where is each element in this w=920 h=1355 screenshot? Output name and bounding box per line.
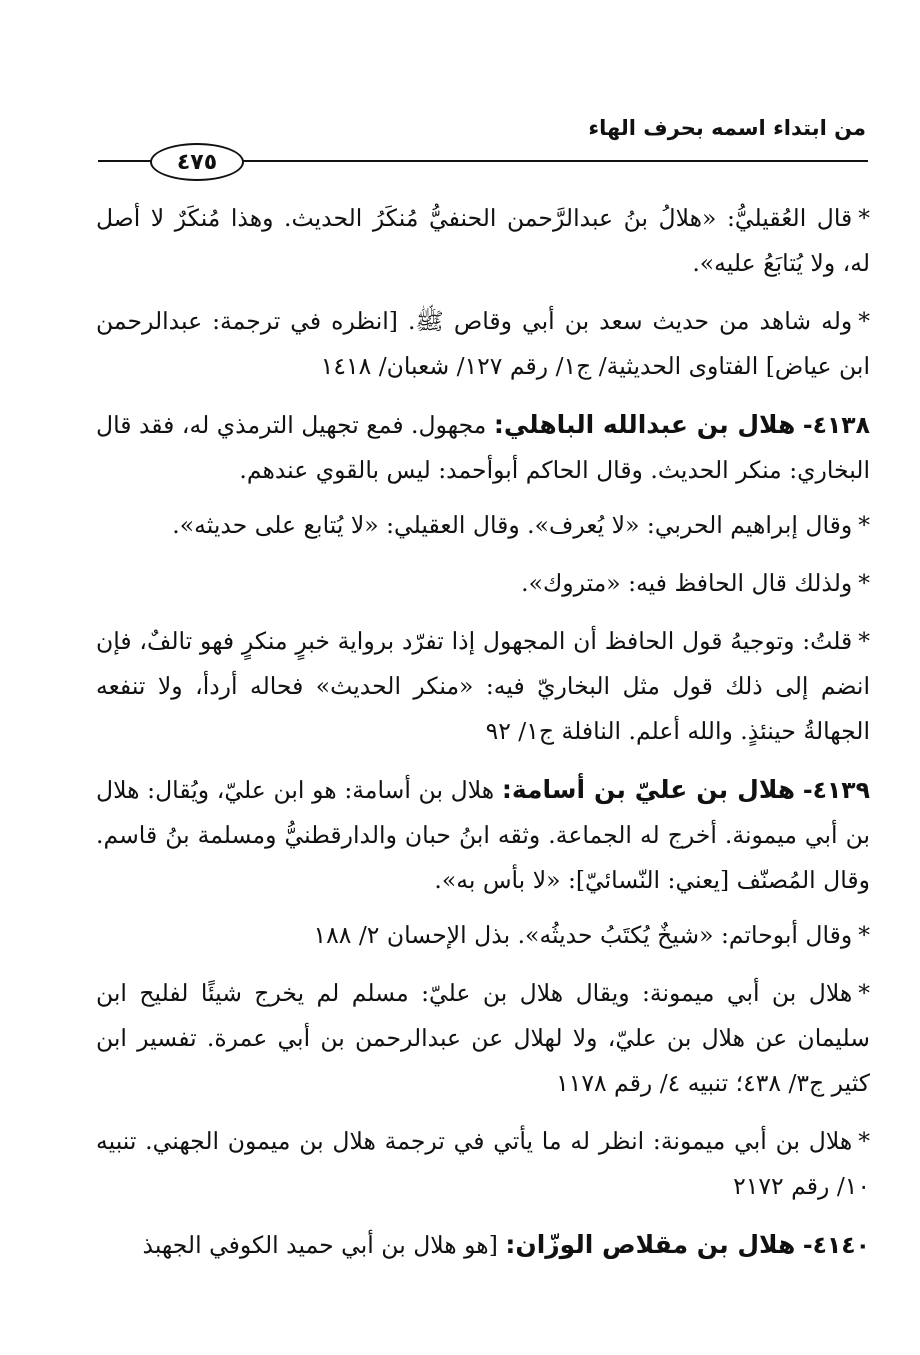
entry-text: [هو هلال بن أبي حميد الكوفي الجهبذ xyxy=(142,1231,498,1259)
paragraph-text: هلال بن أبي ميمونة: ويقال هلال بن عليّ: مسلم لم يخرج شيئًا لفليح ابن سليمان عن هلال بن عليّ، ولا لهلال عن عبدالرحمن بن أبي عمرة. تفسير ابن كثير ج٣/ ٤٣٨؛ تنبيه ٤/ رقم ١١٧٨ xyxy=(96,979,870,1097)
entry-text: مجهول. فمع تجهيل الترمذي له، فقد قال البخاري: منكر الحديث. وقال الحاكم أبوأحمد: ليس بالقوي عندهم. xyxy=(96,411,870,484)
asterisk-marker: * xyxy=(858,204,870,232)
paragraph-8 xyxy=(96,913,870,958)
paragraph-4 xyxy=(96,503,870,548)
paragraph-1 xyxy=(96,196,870,286)
asterisk-marker: * xyxy=(858,627,870,655)
asterisk-marker: * xyxy=(858,307,870,335)
asterisk-marker: * xyxy=(858,1127,870,1155)
page-number-badge: ٤٧٥ xyxy=(150,143,244,181)
paragraph-9 xyxy=(96,971,870,1106)
running-header-title: من ابتداء اسمه بحرف الهاء xyxy=(588,116,866,140)
page-body xyxy=(96,196,870,1278)
asterisk-marker: * xyxy=(858,921,870,949)
asterisk-marker: * xyxy=(858,979,870,1007)
paragraph-text: وقال إبراهيم الحربي: «لا يُعرف». وقال العقيلي: «لا يُتابع على حديثه». xyxy=(172,511,853,539)
entry-number: ٤١٣٨- xyxy=(802,411,870,439)
paragraph-text: وقال أبوحاتم: «شيخٌ يُكتَبُ حديثُه». بذل الإحسان ٢/ ١٨٨ xyxy=(313,921,853,949)
entry-4139 xyxy=(96,767,870,903)
paragraph-text: هلال بن أبي ميمونة: انظر له ما يأتي في ترجمة هلال بن ميمون الجهني. تنبيه ١٠/ رقم ٢١٧٢ xyxy=(96,1127,870,1200)
entry-number: ٤١٣٩- xyxy=(802,776,870,804)
paragraph-text: قلتُ: وتوجيهُ قول الحافظ أن المجهول إذا تفرّد برواية خبرٍ منكرٍ فهو تالفٌ، فإن انضم إلى ذلك قول مثل البخاريّ فيه: «منكر الحديث» فحاله أردأ، ولا تنفعه الجهالةُ حينئذٍ. والله أعلم. النافلة ج١/ ٩٢ xyxy=(96,627,870,745)
paragraph-text: قال العُقيليُّ: «هلالُ بنُ عبدالرَّحمن الحنفيُّ مُنكَرُ الحديث. وهذا مُنكَرٌ لا أصل له، ولا يُتابَعُ عليه». xyxy=(96,204,870,277)
paragraph-text: ولذلك قال الحافظ فيه: «متروك». xyxy=(521,569,853,597)
paragraph-text: وله شاهد من حديث سعد بن أبي وقاص ﷺ. [انظره في ترجمة: عبدالرحمن ابن عياض] الفتاوى الحديثية/ ج١/ رقم ١٢٧/ شعبان/ ١٤١٨ xyxy=(96,307,870,380)
entry-4140 xyxy=(96,1222,870,1268)
entry-4138 xyxy=(96,402,870,493)
asterisk-marker: * xyxy=(858,511,870,539)
entry-name: هلال بن عليّ بن أسامة: xyxy=(501,775,796,804)
entry-number: ٤١٤٠- xyxy=(802,1231,870,1259)
entry-name: هلال بن عبدالله الباهلي: xyxy=(493,410,796,439)
asterisk-marker: * xyxy=(858,569,870,597)
entry-name: هلال بن مقلاص الوزّان: xyxy=(505,1230,796,1259)
paragraph-5 xyxy=(96,561,870,606)
paragraph-10 xyxy=(96,1119,870,1209)
paragraph-2 xyxy=(96,299,870,389)
entry-text: هلال بن أسامة: هو ابن عليّ، ويُقال: هلال بن أبي ميمونة. أخرج له الجماعة. وثقه ابنُ حبان والدارقطنيُّ ومسلمة بنُ قاسم. وقال المُصنّف [يعني: النّسائيّ]: «لا بأس به». xyxy=(96,776,870,894)
paragraph-6 xyxy=(96,619,870,754)
